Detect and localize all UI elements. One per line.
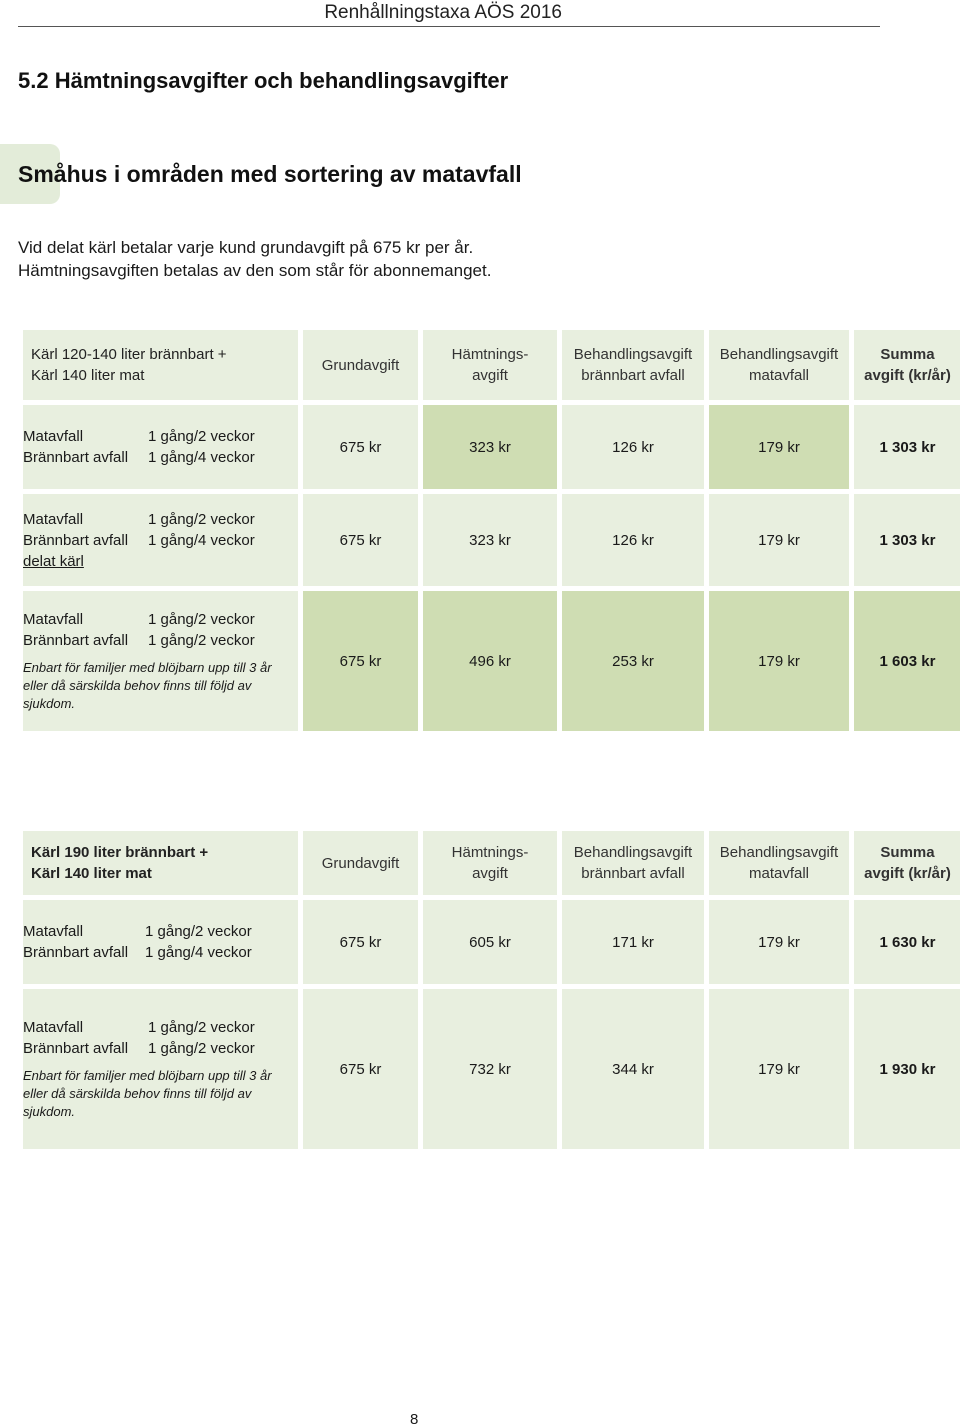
cell-hamtningsavgift: 496 kr (423, 591, 557, 731)
cell-behandling-brannbart: 126 kr (562, 494, 704, 586)
cell-behandling-matavfall: 179 kr (709, 405, 849, 489)
table-row (23, 989, 960, 1149)
cell-behandling-matavfall: 179 kr (709, 900, 849, 984)
shared-bin-label: delat kärl (23, 552, 84, 570)
cell-behandling-matavfall: 179 kr (709, 591, 849, 731)
intro-text (18, 236, 491, 282)
cell-grundavgift: 675 kr (303, 494, 418, 586)
cell-grundavgift: 675 kr (303, 591, 418, 731)
header-container-size: Kärl 120-140 liter brännbart + Kärl 140 liter mat (23, 330, 298, 400)
table-row (23, 494, 960, 586)
cell-behandling-matavfall: 179 kr (709, 494, 849, 586)
cell-summa: 1 303 kr (854, 405, 960, 489)
subsection-title: Småhus i områden med sortering av matavfall (18, 161, 522, 187)
section-title: 5.2 Hämtningsavgifter och behandlingsavgifter (18, 68, 509, 93)
document-header-title: Renhållningstaxa AÖS 2016 (324, 2, 562, 23)
row-description: Matavfall 1 gång/2 veckor Brännbart avfall 1 gång/4 veckor (23, 900, 298, 984)
cell-summa: 1 603 kr (854, 591, 960, 731)
header-summa: Summa avgift (kr/år) (854, 330, 960, 400)
row-description: Matavfall 1 gång/2 veckor Brännbart avfall 1 gång/4 veckor (23, 405, 298, 489)
header-container-size: Kärl 190 liter brännbart + Kärl 140 liter mat (23, 831, 298, 895)
tariff-table-1 (18, 325, 960, 736)
cell-behandling-matavfall: 179 kr (709, 989, 849, 1149)
row-note: Enbart för familjer med blöjbarn upp till 3 år eller då särskilda behov finns till följd av sjukdom. (23, 1068, 272, 1119)
cell-summa: 1 303 kr (854, 494, 960, 586)
intro-line-1: Vid delat kärl betalar varje kund grundavgift på 675 kr per år. (18, 238, 474, 257)
page-number: 8 (410, 1411, 419, 1428)
cell-behandling-brannbart: 253 kr (562, 591, 704, 731)
row-description: Matavfall 1 gång/2 veckor Brännbart avfall 1 gång/2 veckor Enbart för familjer med blöjbarn upp till 3 år eller då särskilda behov finns till följd av sjukdom. (23, 591, 298, 731)
header-hamtningsavgift: Hämtnings- avgift (423, 831, 557, 895)
header-hamtningsavgift: Hämtnings- avgift (423, 330, 557, 400)
cell-hamtningsavgift: 605 kr (423, 900, 557, 984)
cell-hamtningsavgift: 323 kr (423, 405, 557, 489)
row-description: Matavfall 1 gång/2 veckor Brännbart avfall 1 gång/2 veckor Enbart för familjer med blöjbarn upp till 3 år eller då särskilda behov finns till följd av sjukdom. (23, 989, 298, 1149)
table-row (23, 405, 960, 489)
cell-hamtningsavgift: 323 kr (423, 494, 557, 586)
header-behandling-brannbart: Behandlingsavgift brännbart avfall (562, 330, 704, 400)
header-summa: Summa avgift (kr/år) (854, 831, 960, 895)
cell-grundavgift: 675 kr (303, 405, 418, 489)
intro-line-2: Hämtningsavgiften betalas av den som står för abonnemanget. (18, 261, 492, 280)
cell-grundavgift: 675 kr (303, 900, 418, 984)
header-grundavgift: Grundavgift (303, 831, 418, 895)
table-row (23, 900, 960, 984)
header-behandling-matavfall: Behandlingsavgift matavfall (709, 831, 849, 895)
cell-behandling-brannbart: 344 kr (562, 989, 704, 1149)
cell-hamtningsavgift: 732 kr (423, 989, 557, 1149)
header-behandling-brannbart: Behandlingsavgift brännbart avfall (562, 831, 704, 895)
cell-behandling-brannbart: 171 kr (562, 900, 704, 984)
header-grundavgift: Grundavgift (303, 330, 418, 400)
table-header-row (23, 831, 960, 895)
cell-behandling-brannbart: 126 kr (562, 405, 704, 489)
table-row (23, 591, 960, 731)
table-header-row (23, 330, 960, 400)
row-note: Enbart för familjer med blöjbarn upp till 3 år eller då särskilda behov finns till följd av sjukdom. (23, 660, 272, 711)
cell-summa: 1 930 kr (854, 989, 960, 1149)
header-rule (18, 26, 880, 27)
row-description: Matavfall 1 gång/2 veckor Brännbart avfall 1 gång/4 veckor delat kärl (23, 494, 298, 586)
header-behandling-matavfall: Behandlingsavgift matavfall (709, 330, 849, 400)
cell-summa: 1 630 kr (854, 900, 960, 984)
cell-grundavgift: 675 kr (303, 989, 418, 1149)
tariff-table-2 (18, 826, 960, 1154)
